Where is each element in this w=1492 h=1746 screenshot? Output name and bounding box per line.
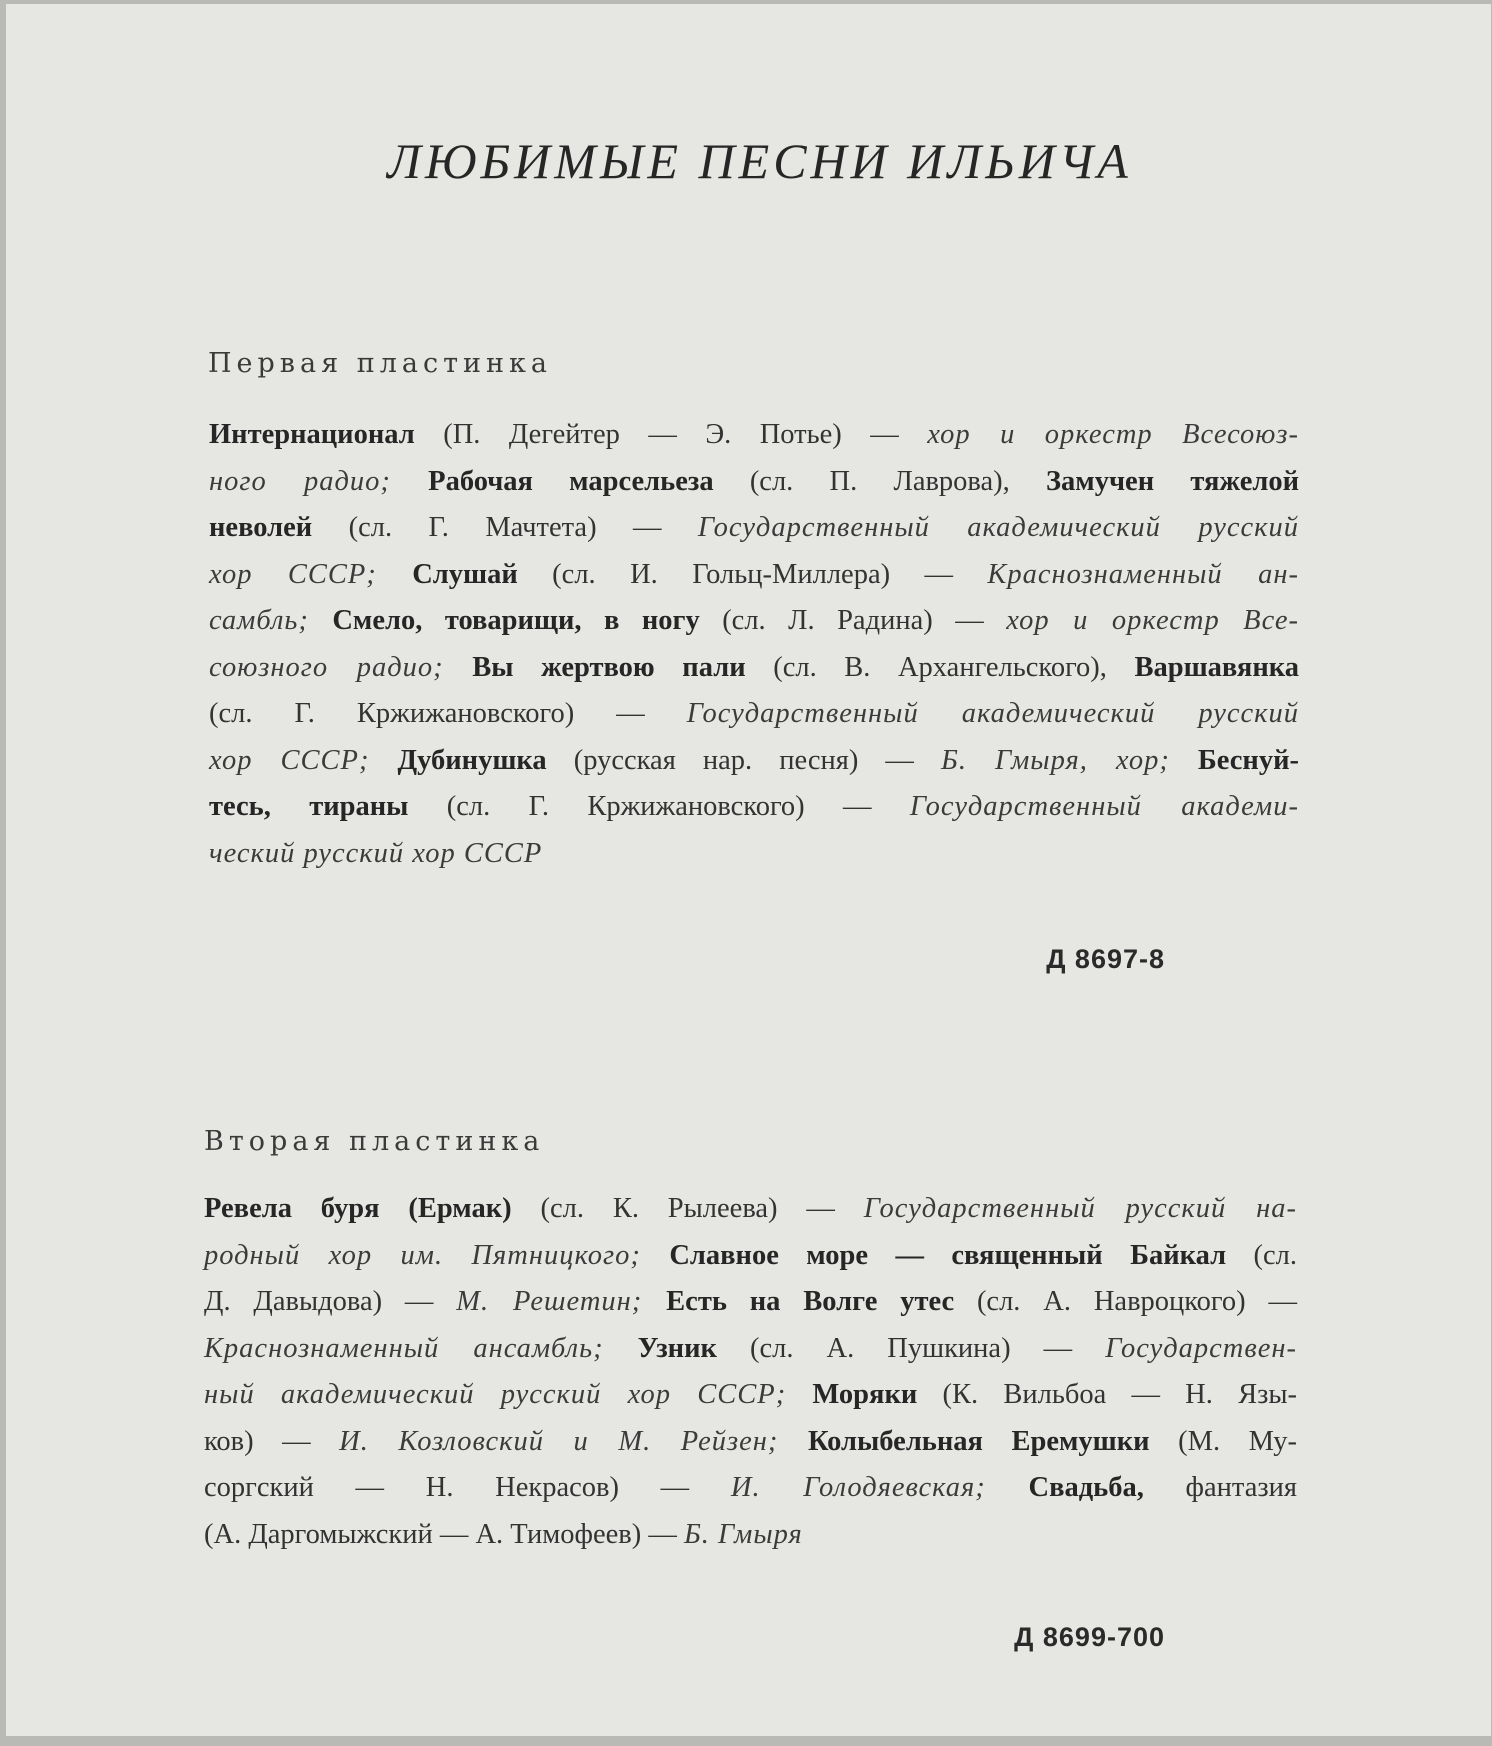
- performer: хор и оркестр Всесоюз-: [927, 419, 1299, 450]
- performer: родный хор им. Пятницкого;: [204, 1239, 670, 1271]
- text-line: [204, 1512, 1297, 1559]
- performer: М. Решетин;: [456, 1286, 667, 1317]
- performer: Краснознаменный ан-: [987, 558, 1299, 590]
- credits: Д. Давыдова) —: [204, 1286, 457, 1317]
- credits: (А. Даргомыжский — А. Тимофеев) —: [204, 1518, 684, 1550]
- song-title: Славное море — священный Байкал: [669, 1239, 1227, 1271]
- song-title: Слушай: [412, 558, 518, 590]
- performer: ческий русский хор СССР: [209, 837, 543, 869]
- performer: самбль;: [209, 605, 333, 636]
- performer: союзного радио;: [209, 651, 473, 683]
- song-title: тесь, тираны: [209, 791, 409, 822]
- performer: Б. Гмыря, хор;: [941, 744, 1198, 776]
- record-2-label: Вторая пластинка: [204, 1126, 545, 1157]
- text-line: [209, 459, 1299, 506]
- text-line: [204, 1279, 1297, 1326]
- credits: соргский — Н. Некрасов) —: [204, 1472, 731, 1503]
- credits: (М. Му-: [1149, 1425, 1297, 1457]
- text-line: [209, 505, 1299, 552]
- text-line: [204, 1186, 1297, 1233]
- song-title: Колыбельная Еремушки: [807, 1425, 1150, 1457]
- text-line: [209, 831, 1299, 878]
- credits: (русская нар. песня) —: [546, 744, 942, 776]
- credits: (К. Вильбоа — Н. Язы-: [917, 1379, 1297, 1410]
- credits: (сл.: [1226, 1239, 1297, 1271]
- performer: Краснознаменный ансамбль;: [204, 1332, 638, 1364]
- credits: (сл. В. Архангельского),: [745, 651, 1135, 683]
- text-line: [209, 784, 1299, 831]
- text-line: [204, 1465, 1297, 1512]
- credits: ков) —: [204, 1425, 340, 1457]
- record-1-tracklist: [209, 412, 1299, 877]
- text-line: [209, 691, 1299, 738]
- credits: (сл. И. Гольц-Миллера) —: [517, 558, 988, 590]
- text-line: [209, 645, 1299, 692]
- text-line: [209, 552, 1299, 599]
- record-insert-page: [6, 4, 1491, 1736]
- performer: хор и оркестр Все-: [1006, 605, 1299, 636]
- performer: Государственный академи-: [909, 791, 1299, 822]
- text-line: [204, 1233, 1297, 1280]
- text-line: [209, 598, 1299, 645]
- text-line: [209, 412, 1299, 459]
- song-title: неволей: [209, 512, 313, 543]
- credits: (сл. А. Навроцкого) —: [954, 1286, 1297, 1317]
- performer: Государственный академический русский: [686, 698, 1299, 729]
- credits: (сл. А. Пушкина) —: [716, 1332, 1106, 1364]
- performer: ный академический русский хор СССР;: [204, 1379, 813, 1410]
- credits: (сл. Г. Кржижановского) —: [408, 791, 910, 822]
- credits: (сл. Г. Мачтета) —: [312, 512, 698, 543]
- performer: И. Козловский и М. Рейзен;: [339, 1425, 808, 1457]
- credits: (сл. К. Рылеева) —: [511, 1193, 864, 1224]
- record-2-catalog-number: Д 8699-700: [1014, 1622, 1165, 1652]
- song-title: Беснуй-: [1197, 744, 1299, 776]
- song-title: Варшавянка: [1134, 651, 1300, 683]
- performer: Государствен-: [1105, 1332, 1298, 1364]
- text-line: [204, 1326, 1297, 1373]
- song-title: Есть на Волге утес: [666, 1286, 955, 1317]
- performer: Б. Гмыря: [684, 1518, 803, 1550]
- performer: ного радио;: [209, 465, 429, 497]
- song-title: Вы жертвою пали: [472, 651, 746, 683]
- performer: Государственный русский на-: [863, 1193, 1297, 1224]
- text-line: [204, 1419, 1297, 1466]
- song-title: Моряки: [812, 1379, 918, 1410]
- text-line: [204, 1372, 1297, 1419]
- song-title: Замучен тяжелой: [1046, 465, 1299, 497]
- song-title: Смело, товарищи, в ногу: [332, 605, 700, 636]
- song-title: Дубинушка: [397, 744, 547, 776]
- performer: хор СССР;: [209, 744, 398, 776]
- performer: И. Голодяевская;: [730, 1472, 1029, 1503]
- song-title: Интернационал: [209, 419, 415, 450]
- credits: (сл. Г. Кржижановского) —: [209, 698, 687, 729]
- song-title: Свадьба,: [1028, 1472, 1144, 1503]
- credits: фантазия: [1143, 1472, 1297, 1503]
- performer: хор СССР;: [209, 558, 413, 590]
- song-title: Ревела буря (Ермак): [204, 1193, 512, 1224]
- text-line: [209, 738, 1299, 785]
- record-2-tracklist: [204, 1186, 1297, 1558]
- page-title: ЛЮБИМЫЕ ПЕСНИ ИЛЬИЧА: [387, 133, 1132, 189]
- credits: (сл. Л. Радина) —: [699, 605, 1007, 636]
- record-1-catalog-number: Д 8697-8: [1046, 944, 1165, 974]
- credits: (сл. П. Лаврова),: [713, 465, 1047, 497]
- credits: (П. Дегейтер — Э. Потье) —: [414, 419, 928, 450]
- song-title: Узник: [637, 1332, 717, 1364]
- song-title: Рабочая марсельеза: [428, 465, 714, 497]
- record-1-label: Первая пластинка: [208, 348, 552, 379]
- performer: Государственный академический русский: [697, 512, 1299, 543]
